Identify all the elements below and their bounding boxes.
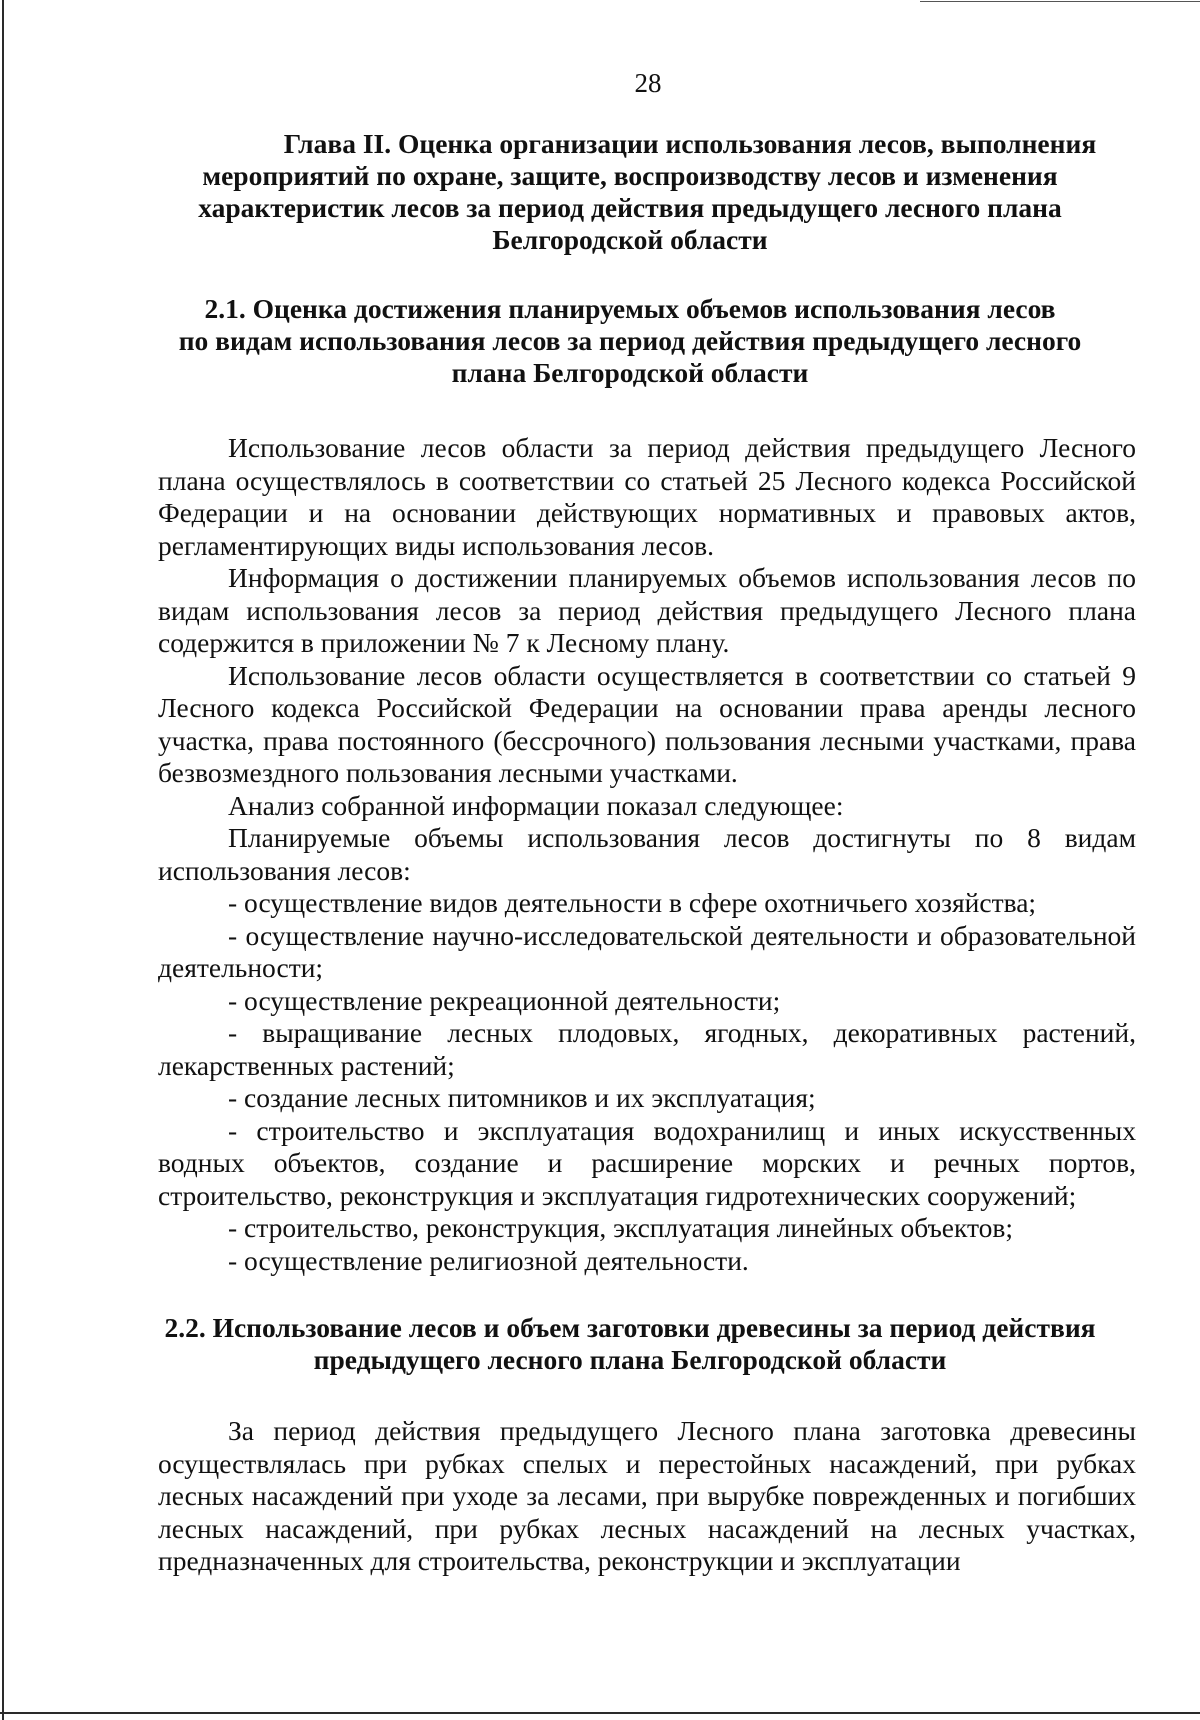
paragraph: Использование лесов области за период действия предыдущего Лесного плана осуществлялось в соответствии со статьей 25 Лесного кодекса Российской Федерации и на основании действующих нормативных и правовых актов, регламентирующих виды использования лесов. xyxy=(158,432,1136,561)
paragraph: Анализ собранной информации показал следующее: xyxy=(228,789,844,821)
page-number: 28 xyxy=(634,68,662,98)
paragraph: Использование лесов области осуществляется в соответствии со статьей 9 Лесного кодекса Российской Федерации на основании права аренды лесного участка, права постоянного (бессрочного) пользования лесными участками, права безвозмездного пользования лесными участками. xyxy=(158,659,1136,788)
list-item: - создание лесных питомников и их эксплуатация; xyxy=(228,1082,816,1113)
section-2-1-heading xyxy=(130,293,1130,389)
section-2-1-heading-line-2: по видам использования лесов за период действия предыдущего лесного xyxy=(178,325,1082,356)
scan-edge-bottom xyxy=(0,1712,1200,1714)
chapter-heading xyxy=(130,128,1130,256)
chapter-heading-line-4: Белгородской области xyxy=(492,224,768,255)
section-2-1-body xyxy=(158,432,1136,1277)
section-2-1-heading-line-1: 2.1. Оценка достижения планируемых объемов использования лесов xyxy=(204,293,1056,324)
paragraph: Информация о достижении планируемых объемов использования лесов по видам использования лесов за период действия предыдущего Лесного плана содержится в приложении № 7 к Лесному плану. xyxy=(158,562,1136,658)
list-item: - осуществление видов деятельности в сфере охотничьего хозяйства; xyxy=(228,887,1037,918)
scan-edge-top xyxy=(920,1,1200,2)
paragraph: Планируемые объемы использования лесов достигнуты по 8 видам использования лесов: xyxy=(158,822,1136,886)
scan-edge-left xyxy=(2,0,4,1720)
paragraph: За период действия предыдущего Лесного плана заготовка древесины осуществлялась при рубках спелых и перестойных насаждений, при рубках лесных насаждений при уходе за лесами, при вырубке поврежденных и погибших лесных насаждений, при рубках лесных насаждений на лесных участках, предназначенных для строительства, реконструкции и эксплуатации xyxy=(158,1415,1136,1576)
chapter-heading-line-2: мероприятий по охране, защите, воспроизводству лесов и изменения xyxy=(202,160,1058,191)
list-item: - строительство, реконструкция, эксплуатация линейных объектов; xyxy=(228,1212,1014,1243)
list-item: - осуществление религиозной деятельности. xyxy=(228,1244,749,1276)
section-2-1-heading-line-3: плана Белгородской области xyxy=(451,357,809,388)
chapter-heading-line-1: Глава II. Оценка организации использования лесов, выполнения xyxy=(283,128,1097,159)
list-item: - выращивание лесных плодовых, ягодных, декоративных растений, лекарственных растений; xyxy=(158,1017,1136,1081)
section-2-2-heading xyxy=(130,1312,1130,1376)
list-item: - строительство и эксплуатация водохранилищ и иных искусственных водных объектов, создание и расширение морских и речных портов, строительство, реконструкция и эксплуатация гидротехнических сооружений; xyxy=(158,1114,1136,1211)
chapter-heading-line-3: характеристик лесов за период действия предыдущего лесного плана xyxy=(198,192,1062,223)
section-2-2-heading-line-1: 2.2. Использование лесов и объем заготовки древесины за период действия xyxy=(164,1312,1096,1343)
section-2-2-body xyxy=(158,1415,1136,1578)
list-item: - осуществление рекреационной деятельности; xyxy=(228,984,781,1016)
list-item: - осуществление научно-исследовательской деятельности и образовательной деятельности; xyxy=(158,919,1136,983)
section-2-2-heading-line-2: предыдущего лесного плана Белгородской области xyxy=(313,1344,947,1375)
